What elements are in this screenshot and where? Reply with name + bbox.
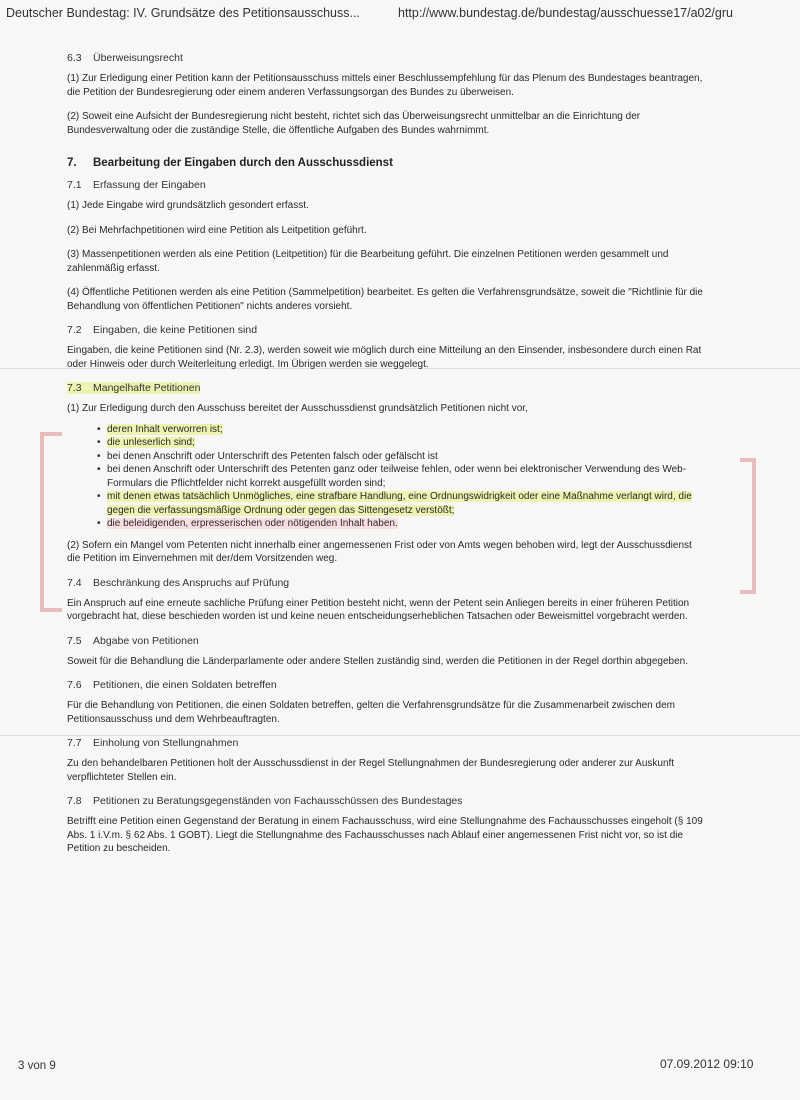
print-datetime: 07.09.2012 09:10 bbox=[660, 1057, 754, 1071]
paragraph: Ein Anspruch auf eine erneute sachliche Prüfung einer Petition besteht nicht, wenn der Petent sein Anliegen bereits in einer früheren Petition vorgebracht hat, diese beschieden worden ist und keine neuen entscheidungserheblichen Tatsachen oder Beweismittel vorgebracht werden. bbox=[67, 597, 690, 622]
marker-bracket-left bbox=[40, 432, 62, 612]
list-item: • bei denen Anschrift oder Unterschrift des Petenten ganz oder teilweise fehlen, oder wenn bei elektronischer Verwendung des Web-Formulars die Pflichtfelder nicht korrekt ausgefüllt worden sind; bbox=[97, 463, 707, 490]
section-heading bbox=[67, 52, 707, 64]
section-number: 7.7 bbox=[67, 737, 82, 749]
section-number: 6.3 bbox=[67, 52, 82, 64]
section-heading bbox=[67, 179, 707, 191]
section-title: Mangelhafte Petitionen bbox=[93, 382, 201, 394]
section-title: Petitionen, die einen Soldaten betreffen bbox=[93, 679, 277, 691]
chapter-title: Bearbeitung der Eingaben durch den Ausschussdienst bbox=[93, 157, 393, 169]
section-title: Beschränkung des Anspruchs auf Prüfung bbox=[93, 576, 290, 589]
paragraph: Soweit für die Behandlung die Länderparlamente oder andere Stellen zuständig sind, werden die Petitionen in der Regel dorthin abgegeben. bbox=[67, 655, 688, 667]
list-item: • deren Inhalt verworren ist; bbox=[97, 423, 707, 437]
chapter-number: 7. bbox=[67, 157, 77, 169]
section-heading bbox=[67, 577, 707, 589]
paragraph: (1) Zur Erledigung einer Petition kann der Petitionsausschuss mittels einer Beschlussempfehlung für das Plenum des Bundestages beantragen, die Petition der Bundesregierung oder einem anderen Verfassungsorgan des Bundes zu überweisen. bbox=[67, 73, 703, 98]
marker-bracket-right bbox=[740, 458, 756, 594]
section-heading bbox=[67, 382, 707, 394]
page-number: 3 von 9 bbox=[18, 1060, 56, 1072]
defect-list bbox=[67, 423, 707, 531]
list-item: • bei denen Anschrift oder Unterschrift des Petenten falsch oder gefälscht ist bbox=[97, 450, 707, 464]
section-number: 7.8 bbox=[67, 795, 82, 807]
page-header-url: http://www.bundestag.de/bundestag/ausschuesse17/a02/gru bbox=[398, 6, 733, 20]
document-body bbox=[67, 52, 707, 867]
paragraph: (2) Soweit eine Aufsicht der Bundesregierung nicht besteht, richtet sich das Überweisungsrecht unmittelbar an die Einrichtung der Bundesverwaltung oder die zuständige Stelle, die öffentliche Aufgaben des Bundes wahrnimmt. bbox=[67, 111, 641, 136]
paragraph: (1) Zur Erledigung durch den Ausschuss bereitet der Ausschussdienst grundsätzlich Petitionen nicht vor, bbox=[67, 403, 528, 414]
paragraph: (4) Öffentliche Petitionen werden als eine Petition (Sammelpetition) bearbeitet. Es gelten die Verfahrensgrundsätze, soweit die "Richtlinie für die Behandlung von öffentlichen Petitionen" nichts anderes vorsieht. bbox=[67, 287, 703, 312]
section-number: 7.4 bbox=[67, 576, 82, 589]
section-title: Einholung von Stellungnahmen bbox=[93, 737, 239, 749]
section-number: 7.1 bbox=[67, 179, 82, 191]
section-number: 7.2 bbox=[67, 324, 82, 336]
chapter-heading bbox=[67, 157, 707, 169]
paragraph: Betrifft eine Petition einen Gegenstand der Beratung in einem Fachausschuss, wird eine Stellungnahme des Fachausschusses eingeholt (§ 109 Abs. 1 i.V.m. § 62 Abs. 1 GOBT). Liegt die Stellungnahme des Fachausschusses nach Ablauf einer angemessenen Frist nicht vor, so ist die Petition zu bescheiden. bbox=[67, 816, 703, 854]
section-heading bbox=[67, 635, 707, 647]
section-title: Überweisungsrecht bbox=[93, 52, 183, 64]
paragraph: (1) Jede Eingabe wird grundsätzlich gesondert erfasst. bbox=[67, 200, 309, 211]
section-title: Abgabe von Petitionen bbox=[93, 634, 199, 647]
paragraph: (3) Massenpetitionen werden als eine Petition (Leitpetition) für die Bearbeitung geführt. Die einzelnen Petitionen werden gesammelt und zahlenmäßig erfasst. bbox=[67, 249, 669, 274]
paragraph: Eingaben, die keine Petitionen sind (Nr. 2.3), werden soweit wie möglich durch eine Mitteilung an den Einsender, insbesondere durch einen Rat oder Hinweis oder durch Weiterleitung erledigt. Im Übrigen werden sie weggelegt. bbox=[67, 345, 702, 370]
section-heading bbox=[67, 737, 707, 749]
page-header-title: Deutscher Bundestag: IV. Grundsätze des Petitionsausschuss... bbox=[6, 6, 360, 20]
paragraph: Zu den behandelbaren Petitionen holt der Ausschussdienst in der Regel Stellungnahmen der Bundesregierung oder anderer zur Auskunft verpflichteter Stellen ein. bbox=[67, 758, 675, 783]
paragraph: (2) Sofern ein Mangel vom Petenten nicht innerhalb einer angemessenen Frist oder von Amts wegen behoben wird, legt der Ausschussdienst die Petition im Einvernehmen mit der/dem Vorsitzenden weg. bbox=[67, 539, 692, 564]
paragraph: Für die Behandlung von Petitionen, die einen Soldaten betreffen, gelten die Verfahrensgrundsätze für die Zusammenarbeit zwischen dem Petitionsausschuss und dem Wehrbeauftragten. bbox=[67, 700, 675, 725]
list-item: • die beleidigenden, erpresserischen oder nötigenden Inhalt haben. bbox=[97, 517, 707, 531]
section-number: 7.3 bbox=[67, 382, 93, 394]
section-title: Eingaben, die keine Petitionen sind bbox=[93, 324, 258, 336]
section-heading bbox=[67, 679, 707, 691]
section-number: 7.5 bbox=[67, 634, 82, 647]
paragraph: (2) Bei Mehrfachpetitionen wird eine Petition als Leitpetition geführt. bbox=[67, 224, 367, 236]
section-heading bbox=[67, 324, 707, 336]
list-item: • mit denen etwas tatsächlich Unmögliches, eine strafbare Handlung, eine Ordnungswidrigkeit oder eine Maßnahme verlangt wird, die gegen die verfassungsmäßige Ordnung oder gegen das Sittengesetz verstößt; bbox=[97, 490, 707, 517]
section-number: 7.6 bbox=[67, 679, 82, 691]
section-title: Petitionen zu Beratungsgegenständen von Fachausschüssen des Bundestages bbox=[93, 795, 463, 807]
section-title: Erfassung der Eingaben bbox=[93, 179, 206, 191]
list-item: • die unleserlich sind; bbox=[97, 436, 707, 450]
section-heading bbox=[67, 795, 707, 807]
